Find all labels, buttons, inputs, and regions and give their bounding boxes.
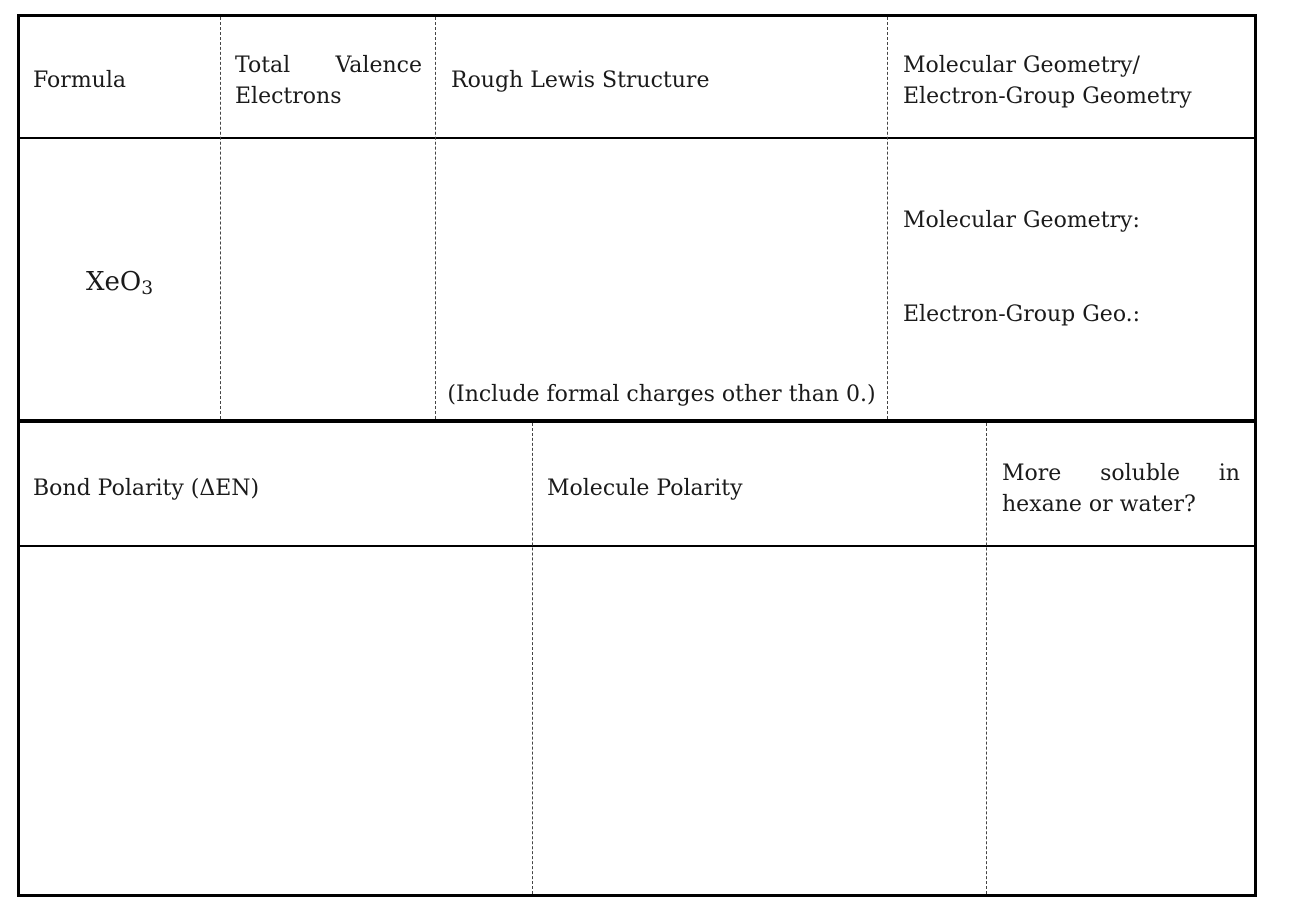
header-solubility-word-in: in [1218, 461, 1240, 486]
header-lewis-text: Rough Lewis Structure [451, 68, 710, 93]
lewis-note [436, 379, 887, 410]
electron-group-geometry-label [903, 299, 1140, 330]
header-solubility-line-1 [1002, 458, 1240, 489]
header-formula-text: Formula [33, 68, 127, 93]
formula-base: XeO [86, 267, 142, 297]
header-geometry-line-2: Electron-Group Geometry [903, 84, 1192, 109]
top-header-divider [20, 137, 1254, 139]
header-geometry [903, 50, 1192, 112]
section-divider [20, 419, 1254, 423]
header-solubility-line-2: hexane or water? [1002, 492, 1196, 517]
header-solubility-word-soluble: soluble [1100, 461, 1180, 486]
header-solubility [1002, 458, 1240, 520]
header-bond-polarity-text: Bond Polarity (ΔEN) [33, 476, 260, 501]
header-valence-word-valence: Valence [335, 53, 422, 78]
worksheet-table [17, 14, 1257, 897]
header-solubility-word-more: More [1002, 461, 1062, 486]
header-formula [33, 65, 126, 96]
header-valence-line-1 [235, 50, 422, 81]
molecular-geometry-label-text: Molecular Geometry: [903, 208, 1140, 233]
molecular-geometry-label [903, 205, 1140, 236]
bottom-col-divider-2 [986, 423, 987, 894]
formula-subscript: 3 [141, 278, 154, 300]
electron-group-geometry-label-text: Electron-Group Geo.: [903, 302, 1141, 327]
header-valence-line-2: Electrons [235, 84, 342, 109]
header-total-valence-electrons [235, 50, 422, 112]
lewis-note-text: (Include formal charges other than 0.) [447, 382, 876, 407]
header-bond-polarity [33, 473, 259, 504]
header-rough-lewis-structure [451, 65, 709, 96]
top-col-divider-3 [887, 17, 888, 419]
top-col-divider-1 [220, 17, 221, 419]
header-molecule-polarity [547, 473, 743, 504]
header-geometry-line-1: Molecular Geometry/ [903, 53, 1140, 78]
bottom-header-divider [20, 545, 1254, 547]
formula-value [86, 265, 153, 299]
header-valence-word-total: Total [235, 53, 291, 78]
top-col-divider-2 [435, 17, 436, 419]
bottom-col-divider-1 [532, 423, 533, 894]
header-molecule-polarity-text: Molecule Polarity [547, 476, 743, 501]
